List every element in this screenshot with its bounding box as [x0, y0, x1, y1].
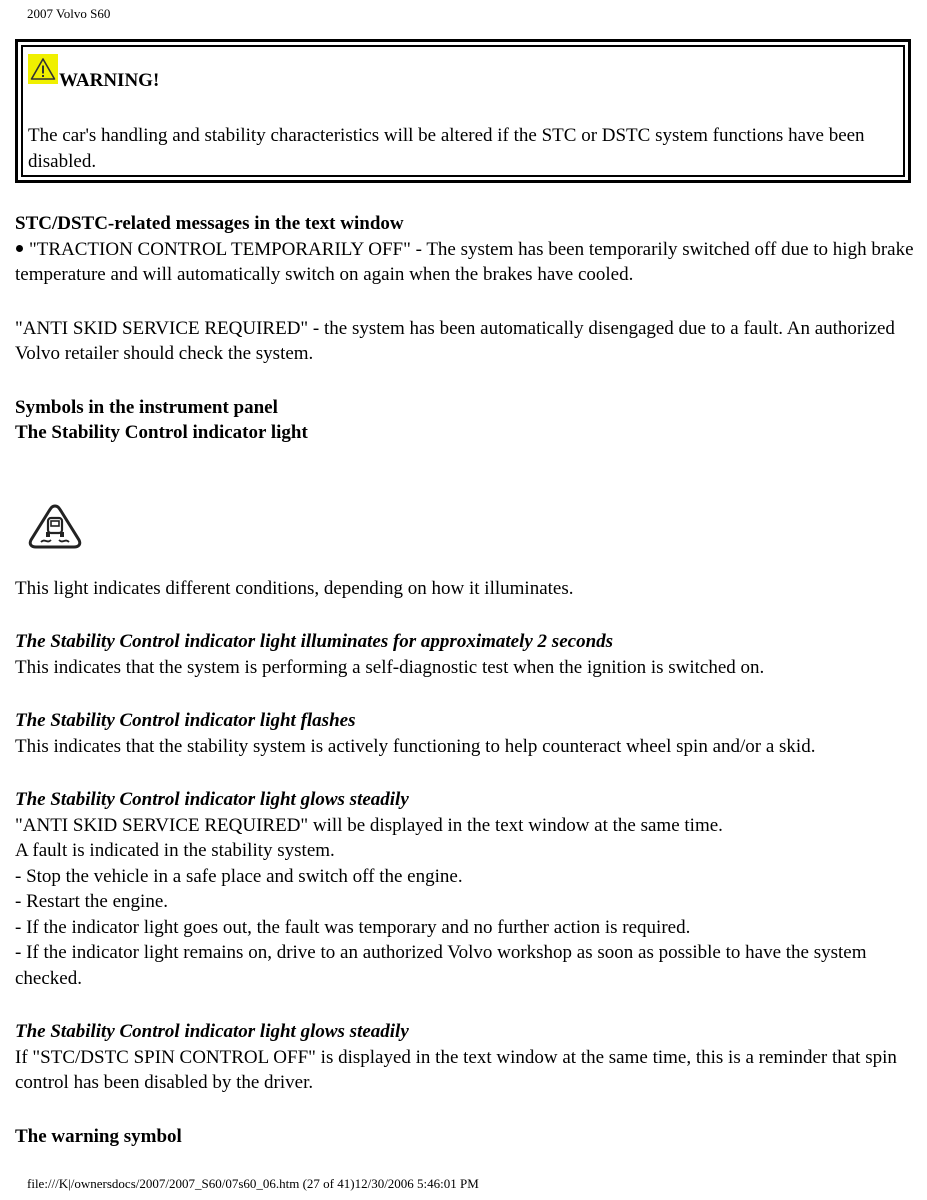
bullet-text: "TRACTION CONTROL TEMPORARILY OFF" - The system has been temporarily switched off due to high brake temperature and will automatically switch on again when the brakes have cooled. [15, 238, 914, 285]
condition-line: This indicates that the system is performing a self-diagnostic test when the ignition is switched on. [15, 656, 765, 678]
condition-line: - If the indicator light remains on, drive to an authorized Volvo workshop as soon as possible to have the system checked. [15, 942, 867, 989]
anti-skid-paragraph: "ANTI SKID SERVICE REQUIRED" - the system has been automatically disengaged due to a fault. An authorized Volvo retailer should check the system. [15, 317, 895, 364]
bullet-icon [16, 245, 23, 252]
warning-box [15, 39, 911, 183]
warning-triangle-icon [28, 54, 58, 84]
stability-icon-block [15, 446, 915, 576]
condition-line: - Restart the engine. [15, 891, 169, 912]
page-footer-path: file:///K|/ownersdocs/2007/2007_S60/07s60_06.htm (27 of 41)12/30/2006 5:46:01 PM [27, 1176, 479, 1191]
warning-box-inner [21, 45, 905, 177]
condition-line: A fault is indicated in the stability system. [15, 840, 335, 861]
condition-line: This indicates that the stability system is actively functioning to help counteract wheel spin and/or a skid. [15, 735, 816, 757]
bullet-item [15, 237, 915, 288]
condition-title: The Stability Control indicator light flashes [15, 710, 356, 731]
stability-control-icon [23, 502, 87, 550]
section-heading-messages: STC/DSTC-related messages in the text window [15, 213, 404, 234]
warning-text: The car's handling and stability characteristics will be altered if the STC or DSTC system functions have been disabled. [28, 125, 865, 172]
section-subheading-stability-light: The Stability Control indicator light [15, 422, 308, 443]
stability-light-intro: This light indicates different conditions, depending on how it illuminates. [15, 577, 574, 599]
condition-line: If "STC/DSTC SPIN CONTROL OFF" is displayed in the text window at the same time, this is a reminder that spin control has been disabled by the driver. [15, 1046, 897, 1093]
condition-title: The Stability Control indicator light glows steadily [15, 1021, 409, 1042]
condition-title: The Stability Control indicator light illuminates for approximately 2 seconds [15, 631, 614, 652]
section-heading-warning-symbol: The warning symbol [15, 1125, 182, 1147]
page-header-title: 2007 Volvo S60 [27, 6, 111, 21]
condition-line: - If the indicator light goes out, the fault was temporary and no further action is required. [15, 916, 691, 938]
warning-heading: WARNING! [59, 70, 160, 91]
condition-line: "ANTI SKID SERVICE REQUIRED" will be displayed in the text window at the same time. [15, 814, 723, 836]
section-heading-symbols: Symbols in the instrument panel [15, 396, 278, 418]
main-content [15, 211, 915, 1149]
condition-title: The Stability Control indicator light glows steadily [15, 789, 409, 810]
condition-line: - Stop the vehicle in a safe place and switch off the engine. [15, 865, 463, 887]
